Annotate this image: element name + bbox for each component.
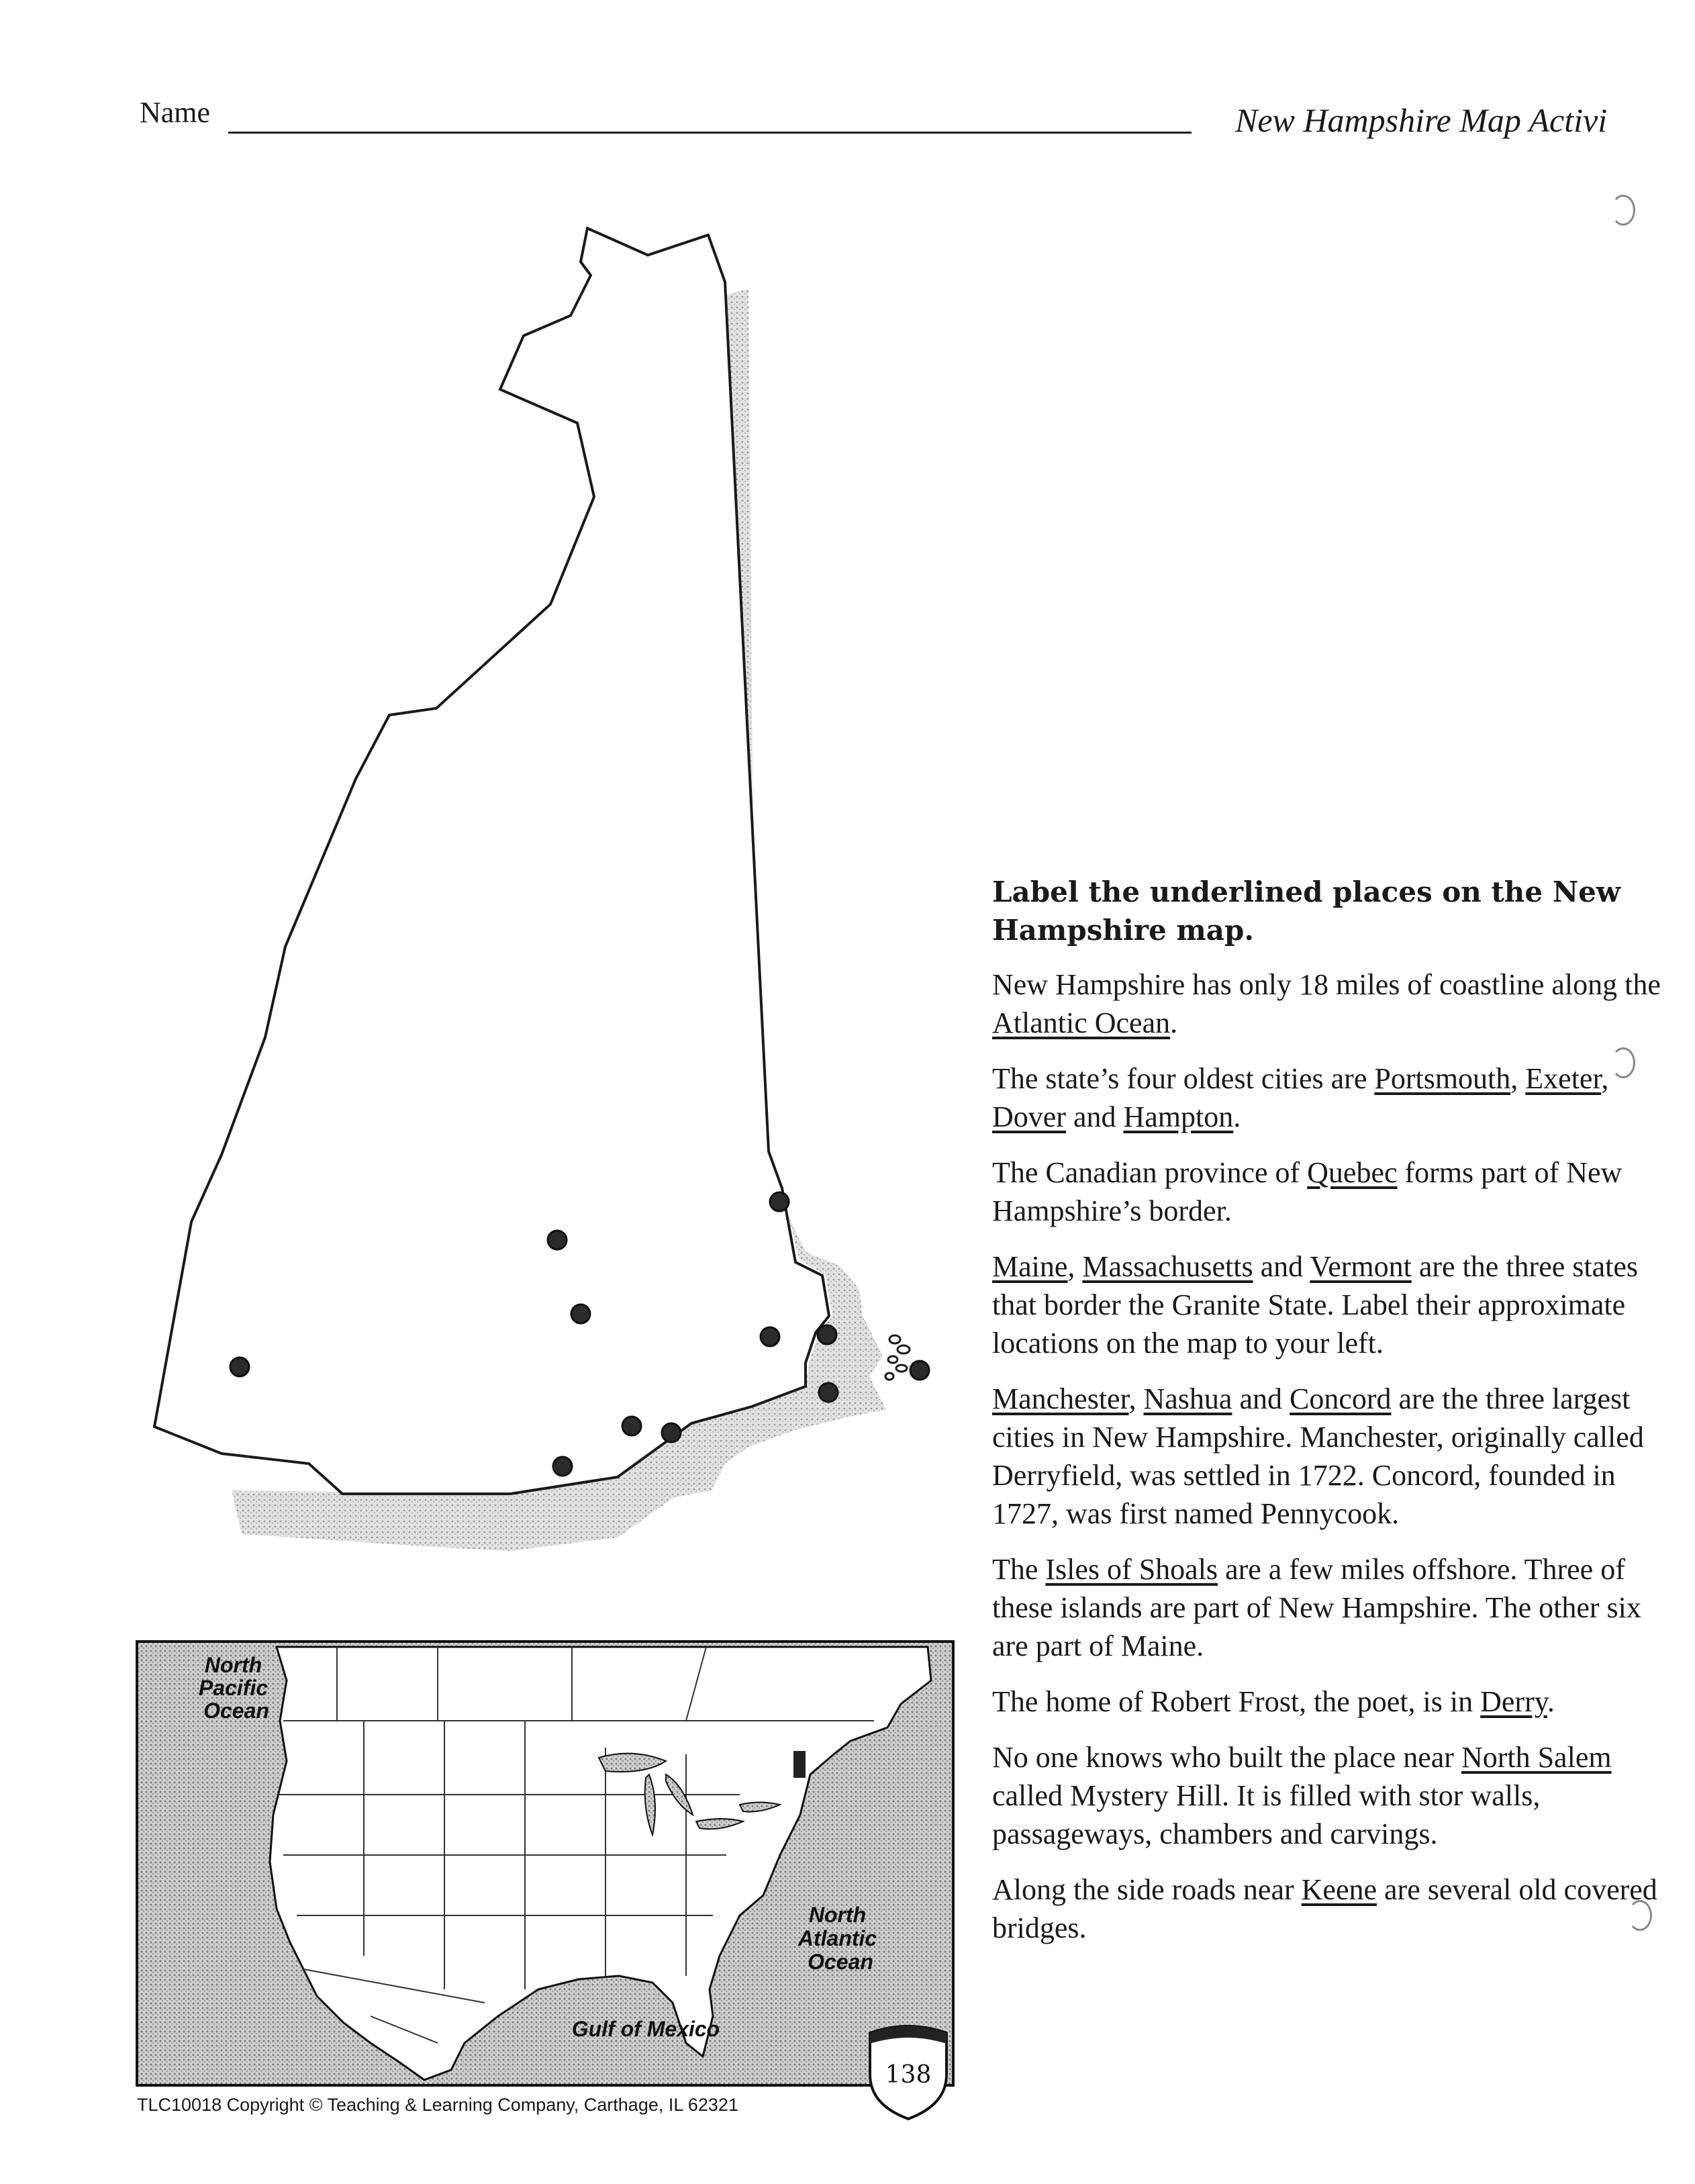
new-hampshire-outline-map (134, 215, 940, 1551)
city-dot (761, 1327, 779, 1346)
text-run: , (1510, 1062, 1526, 1095)
place-quebec: Quebec (1307, 1156, 1398, 1189)
isles-of-shoals (885, 1335, 910, 1380)
city-dot (553, 1457, 572, 1476)
text-run: . (1170, 1006, 1178, 1039)
text-run: . (1547, 1685, 1555, 1718)
paragraph-covered-bridges (992, 1870, 1670, 1947)
label-north-atlantic-ocean: North Atlantic Ocean (797, 1903, 877, 1974)
city-dot (548, 1231, 567, 1249)
place-hampton: Hampton (1123, 1100, 1234, 1133)
city-dot (819, 1383, 838, 1402)
city-dot (571, 1304, 590, 1323)
page-number: 138 (885, 2061, 932, 2089)
text-run: , (1601, 1062, 1609, 1095)
text-run: and (1232, 1382, 1290, 1415)
copyright-notice: TLC10018 Copyright © Teaching & Learning Company, Carthage, IL 62321 (137, 2095, 738, 2115)
place-atlantic-ocean: Atlantic Ocean (992, 1006, 1171, 1039)
paragraph-largest-cities (992, 1380, 1670, 1533)
instructions-column (992, 873, 1670, 1964)
label-gulf-of-mexico: Gulf of Mexico (571, 2017, 720, 2041)
place-massachusetts: Massachusetts (1082, 1250, 1253, 1283)
label-north-pacific-ocean: North Pacific Ocean (198, 1653, 269, 1723)
place-exeter: Exeter (1525, 1062, 1602, 1095)
instructions-heading: Label the underlined places on the New Hampshire map. (992, 875, 1620, 947)
city-dot (622, 1417, 641, 1435)
place-manchester: Manchester (992, 1382, 1129, 1415)
text-run: called Mystery Hill. It is filled with stor walls, passageways, chambers and carvings. (992, 1779, 1541, 1850)
text-run: , (1128, 1382, 1144, 1415)
text-run: are the three largest cities in New Hampshire. Manchester, originally called Derryfield, was settled in 1722. Concord, founded in 1727, was first named Pennycook. (992, 1382, 1644, 1530)
worksheet-title: New Hampshire Map Activi (1235, 101, 1608, 139)
paragraph-robert-frost (992, 1682, 1670, 1721)
city-dot (662, 1423, 681, 1442)
text-run: New Hampshire has only 18 miles of coastline along the (992, 968, 1661, 1001)
city-dot (818, 1325, 836, 1344)
text-run: are the three states that border the Granite State. Label their approximate locations on the map to your left. (992, 1250, 1639, 1360)
place-nashua: Nashua (1143, 1382, 1232, 1415)
text-run: The state’s four oldest cities are (992, 1062, 1375, 1095)
paragraph-mystery-hill (992, 1738, 1670, 1853)
place-north-salem: North Salem (1461, 1741, 1612, 1774)
place-keene: Keene (1301, 1873, 1377, 1906)
city-dot (230, 1358, 249, 1376)
new-hampshire-outline (154, 228, 829, 1494)
place-derry: Derry (1480, 1685, 1547, 1718)
text-run: forms part of New Hampshire’s border. (992, 1156, 1623, 1227)
paragraph-oldest-cities (992, 1059, 1670, 1136)
place-dover: Dover (992, 1100, 1066, 1133)
place-isles-of-shoals: Isles of Shoals (1045, 1553, 1218, 1586)
new-hampshire-highlight (793, 1751, 806, 1778)
text-run: No one knows who built the place near (992, 1741, 1461, 1774)
binder-hole (1611, 195, 1635, 226)
place-maine: Maine (992, 1250, 1068, 1283)
text-run: , (1067, 1250, 1083, 1283)
place-vermont: Vermont (1310, 1250, 1412, 1283)
page-number-shield-icon (865, 2021, 952, 2122)
text-run: and (1253, 1250, 1310, 1283)
paragraph-isles-of-shoals (992, 1550, 1670, 1665)
text-run: The (992, 1553, 1046, 1586)
city-dot (910, 1361, 929, 1380)
paragraph-quebec (992, 1153, 1670, 1230)
text-run: and (1065, 1100, 1124, 1133)
name-write-line (228, 132, 1192, 134)
place-portsmouth: Portsmouth (1374, 1062, 1511, 1095)
text-run: Along the side roads near (992, 1873, 1302, 1906)
text-run: The Canadian province of (992, 1156, 1308, 1189)
paragraph-border-states (992, 1247, 1670, 1362)
city-dot (770, 1192, 789, 1211)
paragraph-coastline (992, 965, 1670, 1042)
text-run: are a few miles offshore. Three of these islands are part of New Hampshire. The other six are part of Maine. (992, 1553, 1641, 1662)
place-concord: Concord (1289, 1382, 1392, 1415)
name-label: Name (140, 96, 211, 129)
north-america-inset-map (136, 1640, 955, 2087)
text-run: are several old covered bridges. (992, 1873, 1657, 1944)
binder-hole (1611, 1047, 1635, 1078)
text-run: . (1233, 1100, 1241, 1133)
binder-hole (1628, 1900, 1652, 1931)
text-run: The home of Robert Frost, the poet, is in (992, 1685, 1481, 1718)
